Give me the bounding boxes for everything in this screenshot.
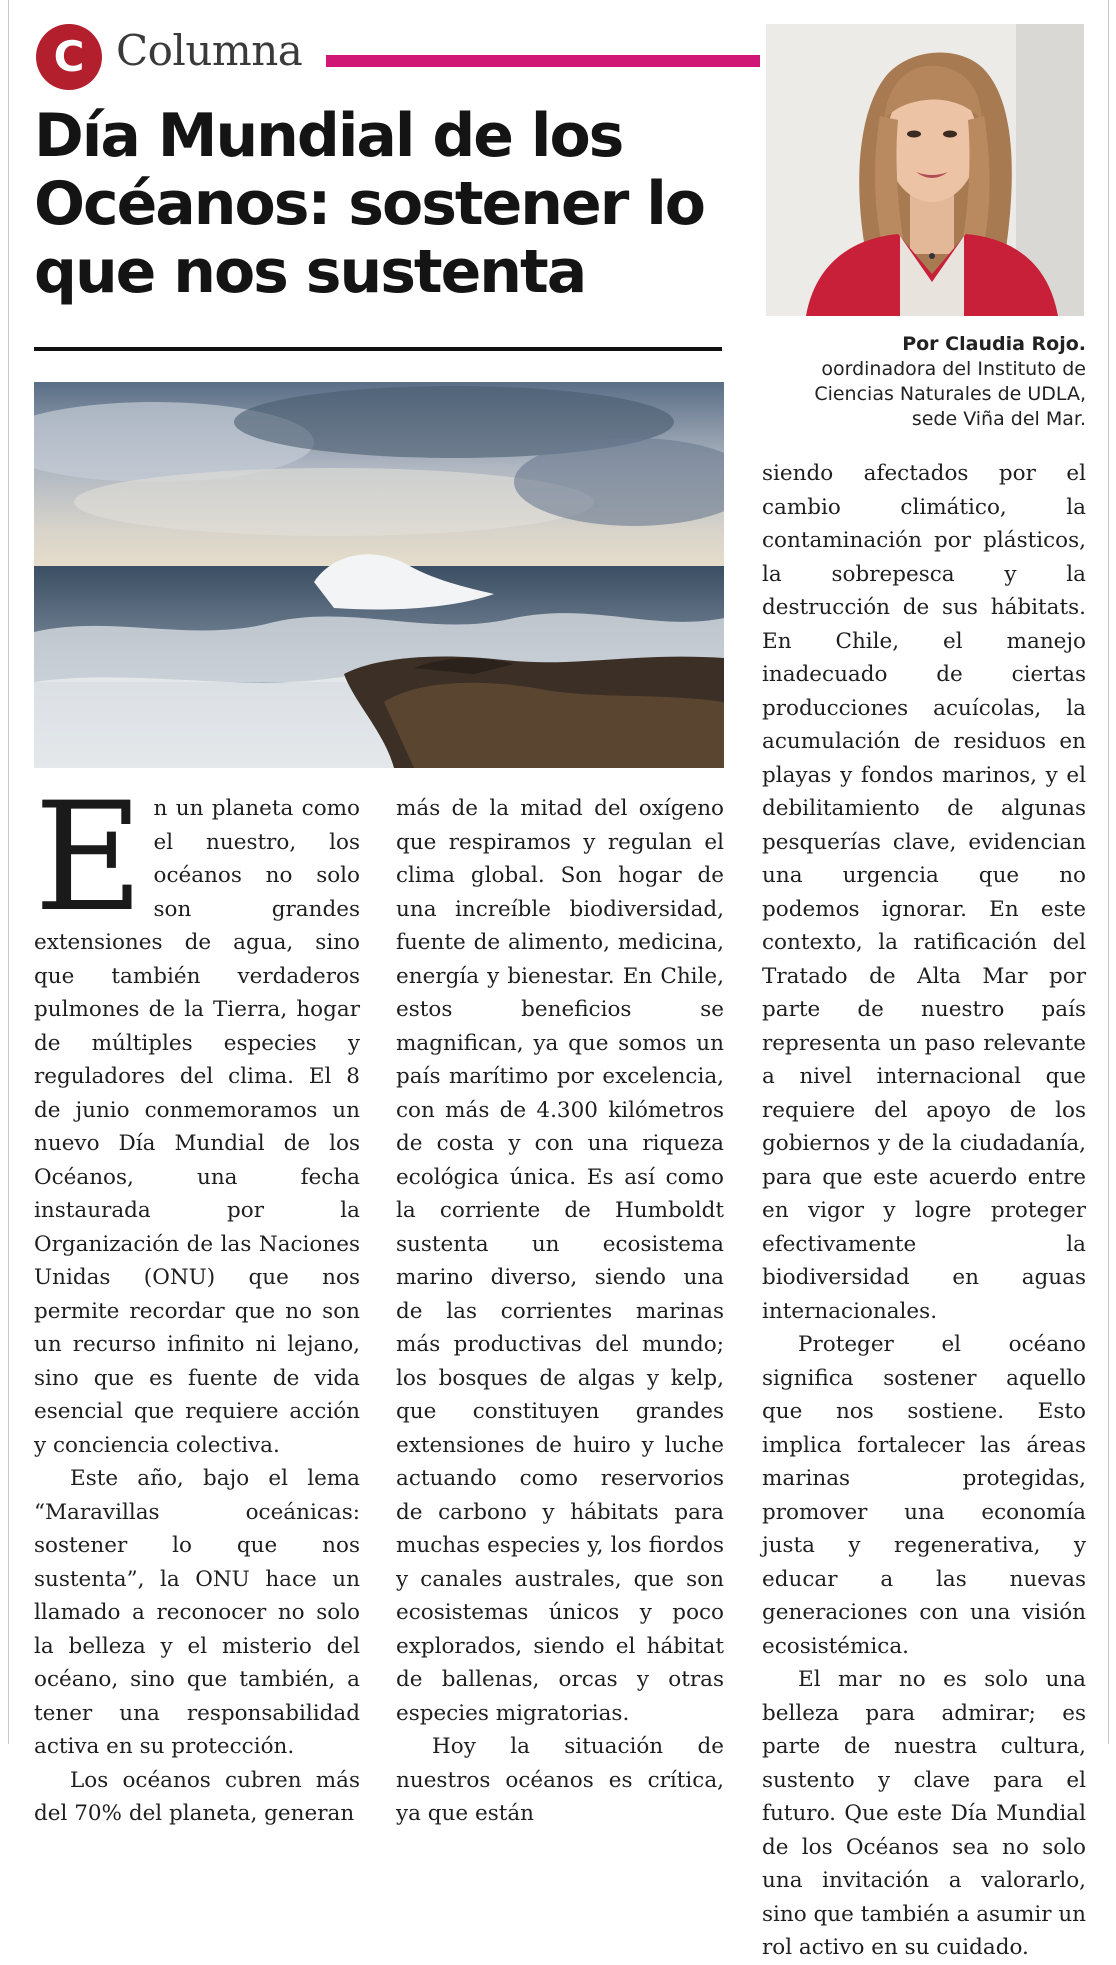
author-role-line3: sede Viña del Mar. xyxy=(911,408,1086,430)
ocean-waves-rocks-image xyxy=(34,382,724,768)
col3-paragraph-1: siendo afectados por el cambio climático, la contaminación por plásticos, la sobrepesca y la destrucción de sus hábitats. En Chile, el manejo inadecuado de ciertas producciones acuícolas, la acumulación de residuos en playas y fondos marinos, y el debilitamiento de algunas pesquerías clave, evidencian una urgencia que no podemos ignorar. En este contexto, la ratificación del Tratado de Alta Mar por parte de nuestro país representa un paso relevante a nivel internacional que requiere del apoyo de los gobiernos y de la ciudadanía, para que este acuerdo entre en vigor y logre proteger efectivamente la biodiversidad en aguas internacionales. xyxy=(762,461,1086,1324)
article-column-2 xyxy=(396,792,724,1831)
col3-paragraph-2: Proteger el océano significa sostener aquello que nos sostiene. Esto implica fortalecer las áreas marinas protegidas, promover una economía justa y regenerativa, y educar a las nuevas generaciones con una visión ecosistémica. xyxy=(762,1332,1086,1659)
col1-paragraph-2: Este año, bajo el lema “Maravillas oceánicas: sostener lo que nos sustenta”, la ONU hace un llamado a reconocer no solo la belleza y el misterio del océano, sino que también, a tener una responsabilidad activa en su protección. xyxy=(34,1466,360,1759)
portrait-image xyxy=(766,24,1084,316)
author-portrait-photo xyxy=(766,24,1084,316)
page-edge-right xyxy=(1108,0,1109,1744)
drop-cap: E xyxy=(34,771,144,945)
col2-paragraph-2: Hoy la situación de nuestros océanos es crítica, ya que están xyxy=(396,1734,724,1826)
section-label: Columna xyxy=(116,26,303,75)
author-role-line2: Ciencias Naturales de UDLA, xyxy=(814,383,1086,405)
col3-paragraph-3: El mar no es solo una belleza para admirar; es parte de nuestra cultura, sustento y clave para el futuro. Que este Día Mundial de los Océanos sea no solo una invitación a valorarlo, sino que también a asumir un rol activo en su cuidado. xyxy=(762,1667,1087,1960)
page-edge-left xyxy=(8,0,9,1744)
col2-paragraph-1: más de la mitad del oxígeno que respiramos y regulan el clima global. Son hogar de una increíble biodiversidad, fuente de alimento, medicina, energía y bienestar. En Chile, estos beneficios se magnifican, ya que somos un país marítimo por excelencia, con más de 4.300 kilómetros de costa y con una riqueza ecológica única. Es así como la corriente de Humboldt sustenta un ecosistema marino diverso, siendo una de las corrientes marinas más productivas del mundo; los bosques de algas y kelp, que constituyen grandes extensiones de huiro y luche actuando como reservorios de carbono y hábitats para muchas especies y, los fiordos y canales australes, que son ecosistemas únicos y poco explorados, siendo el hábitat de ballenas, orcas y otras especies migratorias. xyxy=(396,796,724,1726)
col1-paragraph-1: n un planeta como el nuestro, los océanos no solo son grandes extensiones de agua, sino que también verdaderos pulmones de la Tierra, hogar de múltiples especies y reguladores del clima. El 8 de junio conmemoramos un nuevo Día Mundial de los Océanos, una fecha instaurada por la Organización de las Naciones Unidas (ONU) que nos permite recordar que no son un recurso infinito ni lejano, sino que es fuente de vida esencial que requiere acción y conciencia colectiva. xyxy=(34,796,360,1458)
article-column-3 xyxy=(762,457,1086,1965)
headline-rule xyxy=(34,347,722,351)
author-byline xyxy=(700,332,1086,432)
section-rule xyxy=(326,55,760,67)
ocean-photo xyxy=(34,382,724,768)
article-column-1 xyxy=(34,771,360,1831)
author-name: Por Claudia Rojo. xyxy=(902,333,1086,355)
headline: Día Mundial de los Océanos: sostener lo que nos sustenta xyxy=(34,101,704,307)
author-role-line1: oordinadora del Instituto de xyxy=(821,358,1086,380)
col1-paragraph-3: Los océanos cubren más del 70% del planeta, generan xyxy=(34,1767,360,1826)
section-badge-icon: C xyxy=(36,24,102,90)
